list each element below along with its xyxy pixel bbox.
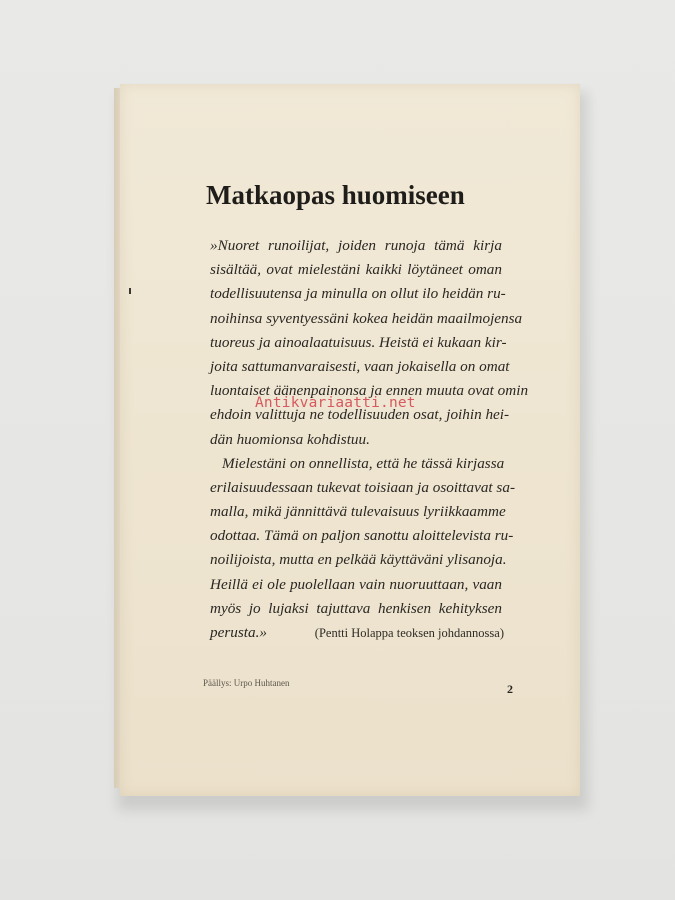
page-number: 2	[507, 682, 513, 696]
quote-line: tuoreus ja ainoalaatuisuus. Heistä ei kukaan kir-	[210, 333, 507, 351]
quote-line: luontaiset äänenpainonsa ja ennen muuta ovat omin	[210, 382, 529, 400]
attribution: (Pentti Holappa teoksen johdannossa)	[314, 626, 504, 640]
quote-line: dän huomionsa kohdistuu.	[210, 430, 370, 448]
quote-line: sisältää, ovat mielestäni kaikki löytäneet oman	[210, 261, 502, 279]
quote-line: noihinsa syventyessäni kokea heidän maailmojensa	[210, 309, 523, 327]
book-back-cover	[120, 84, 580, 796]
quote-line: odottaa. Tämä on paljon sanottu aloittelevista ru-	[210, 527, 514, 545]
quote-line: »Nuoret runoilijat, joiden runoja tämä kirja	[210, 237, 502, 254]
quote-line: myös jo lujaksi tajuttava henkisen kehityksen	[210, 599, 502, 617]
quote-line: ehdoin valittuja ne todellisuuden osat, joihin hei-	[210, 406, 510, 424]
quote-line: Heillä ei ole puolellaan vain nuoruuttaan, vaan	[210, 575, 502, 593]
quote-line: joita sattumanvaraisesti, vaan jokaisella on omat	[210, 357, 510, 375]
quote-text	[210, 234, 529, 645]
cover-credit: Päällys: Urpo Huhtanen	[203, 678, 290, 688]
watermark: Antikvariaatti.net	[255, 395, 416, 411]
quote-line: todellisuutensa ja minulla on ollut ilo heidän ru-	[210, 285, 506, 303]
margin-mark	[129, 288, 131, 294]
quote-line: perusta.»	[210, 624, 267, 641]
quote-line: malla, mikä jännittävä tulevaisuus lyriikkaamme	[210, 503, 506, 521]
book-title: Matkaopas huomiseen	[206, 180, 465, 210]
quote-final-row	[210, 621, 502, 645]
quote-line: Mielestäni on onnellista, että he tässä kirjassa	[222, 454, 505, 472]
quote-line: erilaisuudessaan tukevat toisiaan ja osoittavat sa-	[210, 478, 515, 496]
quote-line: noilijoista, mutta en pelkää käyttäväni ylisanoja.	[210, 551, 507, 569]
